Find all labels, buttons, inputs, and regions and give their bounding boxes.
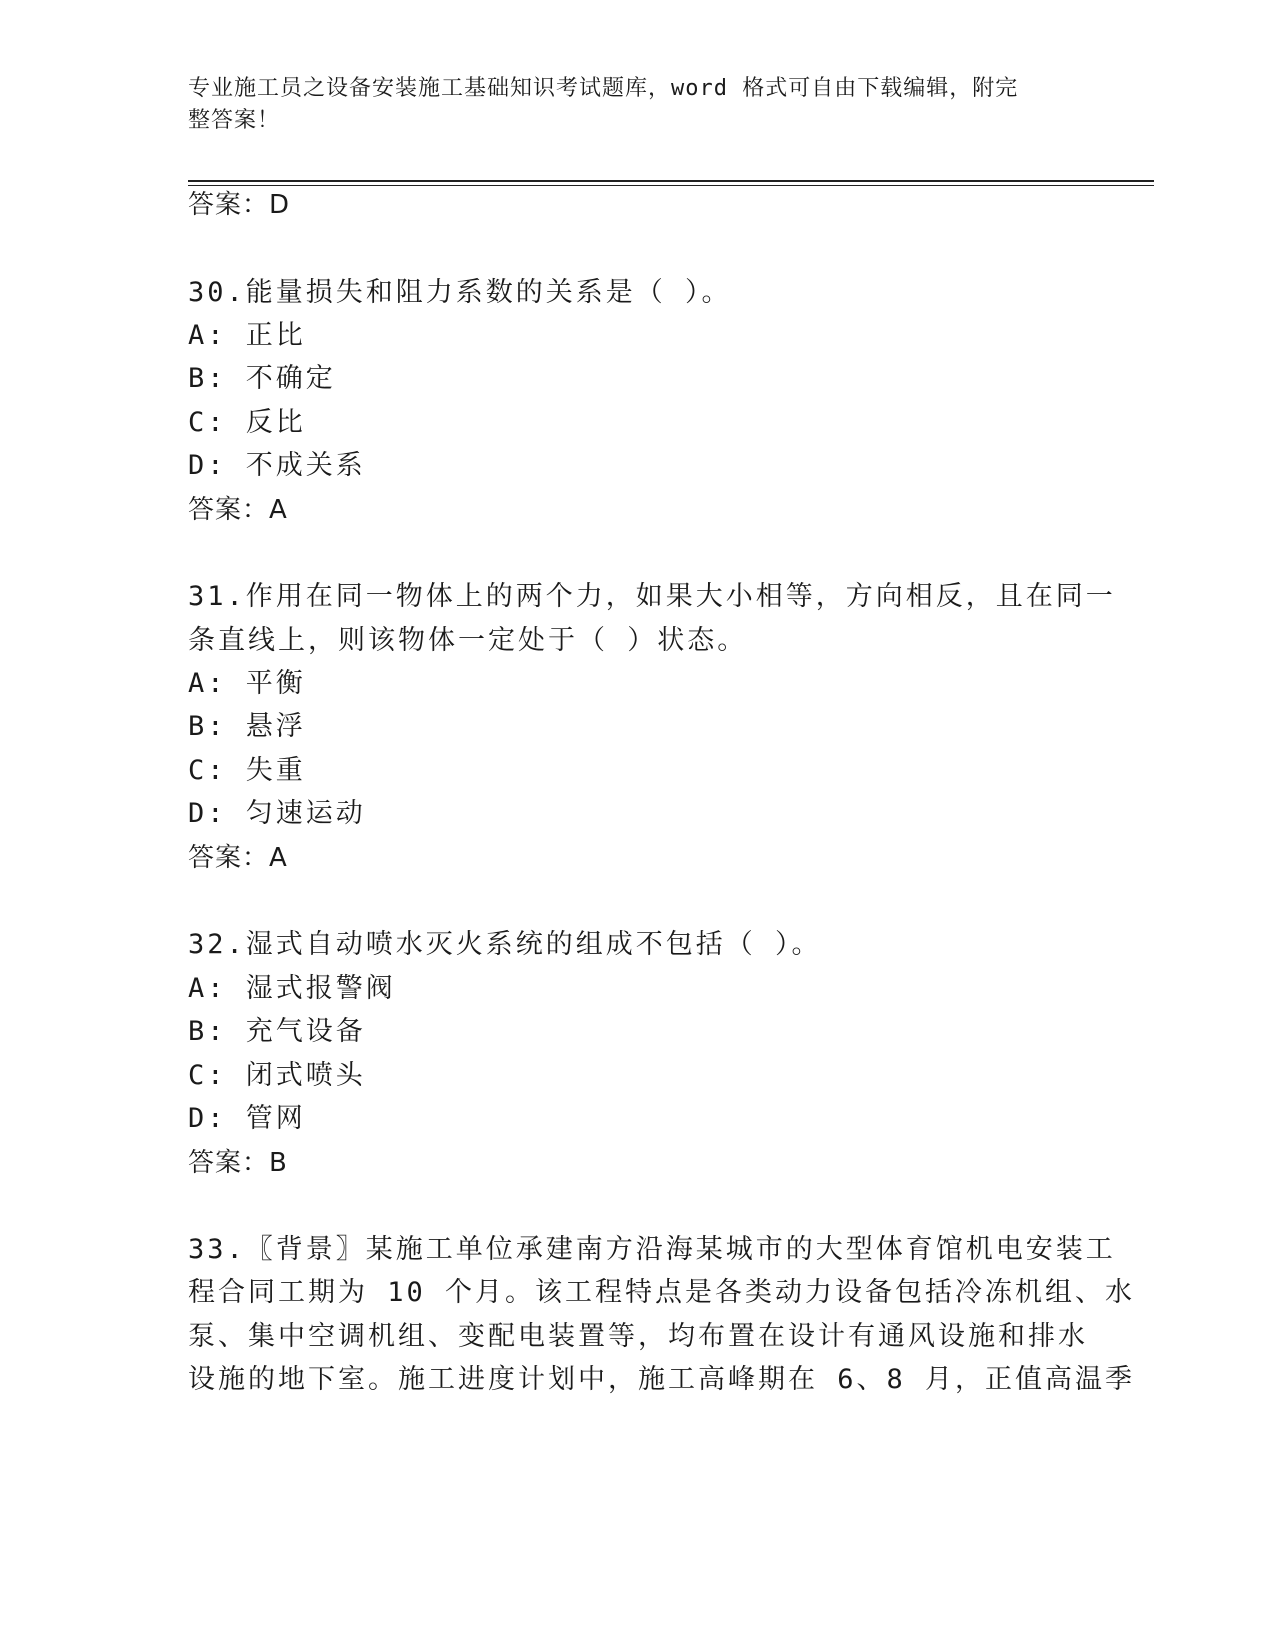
option-d: D: 管网 (188, 1103, 306, 1134)
question-stem: 程合同工期为 10 个月。该工程特点是各类动力设备包括冷冻机组、水 (188, 1277, 1136, 1308)
option-d: D: 匀速运动 (188, 798, 366, 829)
answer-line: 答案：B (188, 1148, 288, 1178)
option-b: B: 悬浮 (188, 711, 306, 742)
question-stem: 条直线上，则该物体一定处于（ ）状态。 (188, 625, 748, 656)
question-stem: 33.〖背景〗某施工单位承建南方沿海某城市的大型体育馆机电安装工 (188, 1234, 1116, 1265)
question-stem: 泵、集中空调机组、变配电装置等，均布置在设计有通风设施和排水 (188, 1321, 1088, 1352)
question-stem: 31.作用在同一物体上的两个力，如果大小相等，方向相反，且在同一 (188, 581, 1116, 612)
question-stem: 32.湿式自动喷水灭火系统的组成不包括（ ）。 (188, 929, 822, 960)
answer-line: 答案：D (188, 190, 291, 220)
option-a: A: 正比 (188, 320, 306, 351)
option-a: A: 湿式报警阀 (188, 973, 396, 1004)
header-divider (188, 180, 1154, 182)
question-stem: 设施的地下室。施工进度计划中，施工高峰期在 6、8 月，正值高温季 (188, 1364, 1136, 1395)
option-c: C: 失重 (188, 755, 306, 786)
header-line: 整答案！ (188, 108, 281, 133)
option-a: A: 平衡 (188, 668, 306, 699)
option-c: C: 反比 (188, 407, 306, 438)
option-b: B: 不确定 (188, 363, 336, 394)
question-stem: 30.能量损失和阻力系数的关系是（ ）。 (188, 277, 732, 308)
header-line: 专业施工员之设备安装施工基础知识考试题库，word 格式可自由下载编辑，附完 (188, 76, 1019, 101)
header-divider (188, 185, 1154, 186)
answer-line: 答案：A (188, 843, 288, 873)
answer-line: 答案：A (188, 495, 288, 525)
option-b: B: 充气设备 (188, 1016, 366, 1047)
document-header (188, 73, 1058, 137)
option-d: D: 不成关系 (188, 450, 366, 481)
option-c: C: 闭式喷头 (188, 1060, 366, 1091)
